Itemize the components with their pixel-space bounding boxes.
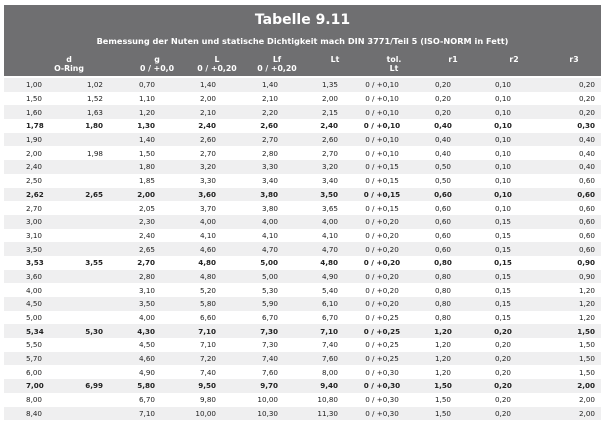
table-cell: 0,50: [415, 160, 471, 174]
table-cell: 0 / +0,15: [349, 201, 415, 215]
table-cell: 1,90: [4, 133, 64, 147]
table-cell: 1,50: [535, 365, 601, 379]
table-cell: 4,60: [109, 352, 166, 366]
table-cell: 0,10: [471, 119, 535, 133]
table-cell: 0 / +0,20: [349, 215, 415, 229]
table-cell: 1,20: [415, 324, 471, 338]
table-cell: 1,20: [535, 311, 601, 325]
table-cell: 1,50: [535, 352, 601, 366]
table-cell: 2,70: [166, 146, 229, 160]
table-cell: 3,50: [109, 297, 166, 311]
table-cell: 2,65: [109, 242, 166, 256]
table-cell: 0,10: [471, 92, 535, 106]
table-cell: 3,20: [166, 160, 229, 174]
table-cell: 0,20: [471, 407, 535, 421]
table-row: [4, 270, 601, 284]
table-cell: 0,20: [415, 92, 471, 106]
table-cell: 9,50: [166, 379, 229, 393]
table-cell: 0 / +0,10: [349, 105, 415, 119]
table-cell: 2,00: [535, 379, 601, 393]
table-row: [4, 160, 601, 174]
table-cell: 5,80: [166, 297, 229, 311]
table-cell: 0,30: [535, 119, 601, 133]
table-cell: 1,50: [535, 324, 601, 338]
table-cell: 3,80: [229, 188, 291, 202]
table-cell: 2,00: [4, 146, 64, 160]
table-cell: 3,50: [4, 242, 64, 256]
table-cell: 0,10: [471, 146, 535, 160]
table-cell: 7,10: [109, 407, 166, 421]
table-cell: 0,20: [415, 78, 471, 92]
table-cell: 1,20: [109, 105, 166, 119]
table-cell: 11,30: [291, 407, 349, 421]
column-header-lf-top: Lf: [272, 55, 282, 64]
table-cell: 3,30: [229, 160, 291, 174]
table-cell: 1,85: [109, 174, 166, 188]
table-cell: [64, 270, 109, 284]
table-cell: 3,80: [229, 201, 291, 215]
table-cell: 0,20: [471, 393, 535, 407]
table-cell: 0 / +0,25: [349, 324, 415, 338]
column-header-g-top: g: [154, 55, 160, 64]
table-cell: 0,10: [471, 188, 535, 202]
table-cell: 6,70: [229, 311, 291, 325]
table-row: [4, 174, 601, 188]
table-cell: 7,30: [229, 324, 291, 338]
table-cell: 8,40: [4, 407, 64, 421]
table-cell: [64, 160, 109, 174]
table-row: [4, 242, 601, 256]
table-cell: 3,53: [4, 256, 64, 270]
table-cell: 8,00: [4, 393, 64, 407]
table-cell: 0,60: [535, 215, 601, 229]
table-cell: 0,15: [471, 242, 535, 256]
table-cell: 2,00: [535, 393, 601, 407]
table-cell: 4,30: [109, 324, 166, 338]
table-cell: 7,60: [229, 365, 291, 379]
table-cell: [64, 215, 109, 229]
table-cell: 0,60: [535, 201, 601, 215]
table-row: [4, 201, 601, 215]
table-cell: 0 / +0,30: [349, 407, 415, 421]
table-cell: [64, 352, 109, 366]
table-cell: 7,10: [166, 324, 229, 338]
column-header-d: [34, 55, 104, 73]
table-row: [4, 338, 601, 352]
column-header-l-top: L: [214, 55, 220, 64]
table-cell: 4,90: [291, 270, 349, 284]
table-cell: 2,70: [229, 133, 291, 147]
table-cell: 2,20: [229, 105, 291, 119]
table-cell: 9,40: [291, 379, 349, 393]
column-header-d-bottom: O-Ring: [54, 64, 84, 73]
table-cell: 2,00: [109, 188, 166, 202]
table-cell: 3,40: [229, 174, 291, 188]
table-cell: 2,10: [229, 92, 291, 106]
table-cell: 0 / +0,10: [349, 78, 415, 92]
table-cell: 4,70: [229, 242, 291, 256]
table-cell: 0,20: [415, 105, 471, 119]
table-cell: 0,60: [415, 215, 471, 229]
table-cell: 0,60: [415, 188, 471, 202]
table-cell: 7,20: [166, 352, 229, 366]
table-cell: 2,70: [291, 146, 349, 160]
table-cell: 1,20: [415, 365, 471, 379]
table-cell: 1,40: [109, 133, 166, 147]
table-cell: 0,80: [415, 270, 471, 284]
table-cell: 1,63: [64, 105, 109, 119]
table-cell: 0,90: [535, 270, 601, 284]
table-cell: 0 / +0,25: [349, 311, 415, 325]
table-cell: 5,34: [4, 324, 64, 338]
table-cell: 5,20: [166, 283, 229, 297]
table-cell: 0,40: [415, 146, 471, 160]
table-row: [4, 256, 601, 270]
table-cell: [64, 133, 109, 147]
table-header: [4, 5, 601, 76]
table-cell: 10,00: [166, 407, 229, 421]
table-cell: 10,00: [229, 393, 291, 407]
column-header-g-bottom: 0 / +0,0: [139, 64, 175, 73]
table-row: [4, 105, 601, 119]
table-cell: 2,00: [166, 92, 229, 106]
table-cell: 6,99: [64, 379, 109, 393]
table-row: [4, 379, 601, 393]
table-row: [4, 146, 601, 160]
table-cell: 0,40: [535, 160, 601, 174]
table-cell: 7,30: [229, 338, 291, 352]
table-cell: 3,30: [166, 174, 229, 188]
table-cell: 0,15: [471, 311, 535, 325]
table-cell: 1,10: [109, 92, 166, 106]
table-cell: [64, 242, 109, 256]
table-cell: 1,60: [4, 105, 64, 119]
table-cell: 1,52: [64, 92, 109, 106]
table-cell: 0,10: [471, 105, 535, 119]
table-cell: 4,70: [291, 242, 349, 256]
table-cell: 0,70: [109, 78, 166, 92]
table-cell: 4,10: [229, 229, 291, 243]
table-cell: 10,80: [291, 393, 349, 407]
table-cell: 5,30: [64, 324, 109, 338]
table-cell: 6,70: [109, 393, 166, 407]
table-cell: 2,40: [166, 119, 229, 133]
table-cell: 1,78: [4, 119, 64, 133]
table-cell: 0 / +0,30: [349, 365, 415, 379]
table-cell: 1,80: [109, 160, 166, 174]
column-header-r3: [539, 55, 605, 64]
table-cell: 0,90: [535, 256, 601, 270]
table-cell: 10,30: [229, 407, 291, 421]
table-cell: 5,50: [4, 338, 64, 352]
table-cell: 3,10: [109, 283, 166, 297]
table-cell: 2,30: [109, 215, 166, 229]
table-cell: 2,40: [291, 119, 349, 133]
table-cell: 1,50: [109, 146, 166, 160]
table-cell: 3,60: [166, 188, 229, 202]
table-cell: [64, 311, 109, 325]
table-cell: [64, 407, 109, 421]
table-cell: [64, 229, 109, 243]
column-header-tol-top: tol.: [386, 55, 402, 64]
table-cell: 2,60: [166, 133, 229, 147]
table-cell: [64, 297, 109, 311]
table-cell: 4,50: [109, 338, 166, 352]
table-cell: 5,80: [109, 379, 166, 393]
table-cell: 4,80: [166, 270, 229, 284]
table-row: [4, 92, 601, 106]
table-cell: 4,10: [291, 229, 349, 243]
table-cell: 5,40: [291, 283, 349, 297]
table-cell: 0,20: [535, 78, 601, 92]
table-row: [4, 297, 601, 311]
table-cell: 5,90: [229, 297, 291, 311]
table-cell: 0 / +0,20: [349, 242, 415, 256]
table-cell: 0,60: [415, 201, 471, 215]
column-header-r1: [418, 55, 488, 64]
table-cell: 0,10: [471, 133, 535, 147]
table-cell: 0 / +0,15: [349, 160, 415, 174]
table-cell: 0,15: [471, 256, 535, 270]
table-cell: 0 / +0,10: [349, 133, 415, 147]
table-cell: 5,30: [229, 283, 291, 297]
table-cell: 0,20: [471, 365, 535, 379]
table-cell: 0,60: [535, 229, 601, 243]
table-cell: [64, 174, 109, 188]
table-cell: 4,60: [166, 242, 229, 256]
table-cell: 1,20: [415, 352, 471, 366]
table-cell: 2,80: [109, 270, 166, 284]
table-cell: 3,50: [291, 188, 349, 202]
table-cell: 6,00: [4, 365, 64, 379]
table-row: [4, 311, 601, 325]
table-cell: 4,80: [166, 256, 229, 270]
table-cell: 0,20: [471, 338, 535, 352]
table-cell: 0 / +0,20: [349, 256, 415, 270]
table-cell: 3,60: [4, 270, 64, 284]
table-cell: 0,80: [415, 311, 471, 325]
table-cell: 1,50: [415, 407, 471, 421]
table-row: [4, 78, 601, 92]
table-cell: 0,80: [415, 283, 471, 297]
table-body: [4, 78, 601, 420]
table-cell: 2,60: [291, 133, 349, 147]
column-header-d-top: d: [66, 55, 72, 64]
table-cell: 0,60: [535, 242, 601, 256]
table-cell: 3,40: [291, 174, 349, 188]
table-cell: 1,35: [291, 78, 349, 92]
table-cell: 1,50: [415, 393, 471, 407]
table-cell: [64, 393, 109, 407]
table-cell: 2,62: [4, 188, 64, 202]
table-subtitle: Bemessung der Nuten und statische Dichtigkeit mach DIN 3771/Teil 5 (ISO-NORM in Fett): [96, 36, 509, 46]
table-cell: 0 / +0,20: [349, 297, 415, 311]
table-cell: 0,20: [535, 105, 601, 119]
table-cell: 1,50: [4, 92, 64, 106]
table-cell: 0 / +0,10: [349, 146, 415, 160]
table-cell: 0,50: [415, 174, 471, 188]
table-cell: 7,10: [166, 338, 229, 352]
table-cell: 1,30: [109, 119, 166, 133]
table-cell: 0,10: [471, 78, 535, 92]
table-cell: 2,65: [64, 188, 109, 202]
table-cell: 0 / +0,15: [349, 188, 415, 202]
table-cell: 0 / +0,25: [349, 338, 415, 352]
table-cell: 6,60: [166, 311, 229, 325]
table-cell: 0,60: [415, 242, 471, 256]
table-cell: 1,20: [535, 297, 601, 311]
table-cell: 3,55: [64, 256, 109, 270]
table-cell: 7,40: [166, 365, 229, 379]
table-cell: 1,02: [64, 78, 109, 92]
column-header-r1-top: r1: [448, 55, 458, 64]
table-cell: 1,20: [535, 283, 601, 297]
table-cell: 4,10: [166, 229, 229, 243]
table-cell: 9,80: [166, 393, 229, 407]
table-cell: 0 / +0,15: [349, 174, 415, 188]
table-cell: 0,20: [471, 379, 535, 393]
table-cell: 0,80: [415, 297, 471, 311]
table-cell: 0 / +0,10: [349, 92, 415, 106]
table-cell: 0,40: [535, 133, 601, 147]
table-cell: 2,15: [291, 105, 349, 119]
table-cell: 0,10: [471, 160, 535, 174]
table-cell: 0 / +0,25: [349, 352, 415, 366]
table-cell: 1,50: [415, 379, 471, 393]
table-cell: 2,50: [4, 174, 64, 188]
table-cell: 3,65: [291, 201, 349, 215]
table-cell: 1,40: [229, 78, 291, 92]
table-cell: 3,00: [4, 215, 64, 229]
table-cell: 2,60: [229, 119, 291, 133]
table-cell: 6,10: [291, 297, 349, 311]
table-cell: [64, 201, 109, 215]
table-cell: 8,00: [291, 365, 349, 379]
table-cell: 1,40: [166, 78, 229, 92]
table-cell: 1,00: [4, 78, 64, 92]
table-cell: [64, 338, 109, 352]
table-cell: 0,10: [471, 201, 535, 215]
table-cell: 1,80: [64, 119, 109, 133]
table-cell: 1,50: [535, 338, 601, 352]
table-cell: 0 / +0,20: [349, 229, 415, 243]
table-cell: 0 / +0,30: [349, 393, 415, 407]
table-cell: 5,00: [229, 256, 291, 270]
table-cell: 2,00: [535, 407, 601, 421]
column-header-l-bottom: 0 / +0,20: [197, 64, 237, 73]
table-title: Tabelle 9.11: [254, 12, 351, 28]
table-row: [4, 133, 601, 147]
table-cell: 0,20: [471, 324, 535, 338]
table-cell: 0,40: [415, 133, 471, 147]
table-cell: 2,40: [109, 229, 166, 243]
table-cell: 0,15: [471, 283, 535, 297]
table-cell: 0,60: [535, 188, 601, 202]
table-row: [4, 352, 601, 366]
table-row: [4, 407, 601, 421]
table-cell: 7,40: [229, 352, 291, 366]
column-header-r2-top: r2: [509, 55, 519, 64]
table-cell: 9,70: [229, 379, 291, 393]
table-cell: 5,70: [4, 352, 64, 366]
table-cell: 6,70: [291, 311, 349, 325]
table-cell: 4,50: [4, 297, 64, 311]
data-table: [4, 78, 601, 420]
table-cell: 4,00: [4, 283, 64, 297]
table-row: [4, 393, 601, 407]
table-cell: 2,70: [109, 256, 166, 270]
column-header-lf-bottom: 0 / +0,20: [257, 64, 297, 73]
table-row: [4, 365, 601, 379]
table-cell: 0,15: [471, 297, 535, 311]
table-cell: 0,60: [415, 229, 471, 243]
table-cell: 7,10: [291, 324, 349, 338]
column-header-lt-top: Lt: [330, 55, 340, 64]
table-cell: 2,40: [4, 160, 64, 174]
table-cell: 1,20: [415, 338, 471, 352]
table-cell: 3,20: [291, 160, 349, 174]
table-cell: 0 / +0,20: [349, 283, 415, 297]
table-cell: 0,15: [471, 215, 535, 229]
table-cell: 2,70: [4, 201, 64, 215]
column-header-r3-top: r3: [569, 55, 579, 64]
table-row: [4, 119, 601, 133]
table-cell: 5,00: [229, 270, 291, 284]
table-cell: [64, 283, 109, 297]
table-cell: 0,80: [415, 256, 471, 270]
table-cell: [64, 365, 109, 379]
table-cell: 3,70: [166, 201, 229, 215]
column-header-tol-bottom: Lt: [389, 64, 399, 73]
table-cell: 4,00: [229, 215, 291, 229]
table-cell: 7,40: [291, 338, 349, 352]
table-row: [4, 324, 601, 338]
table-cell: 0,20: [535, 92, 601, 106]
table-cell: 2,10: [166, 105, 229, 119]
table-row: [4, 215, 601, 229]
table-cell: 0,20: [471, 352, 535, 366]
table-cell: 0,15: [471, 270, 535, 284]
table-row: [4, 229, 601, 243]
table-cell: 5,00: [4, 311, 64, 325]
table-cell: 7,60: [291, 352, 349, 366]
table-cell: 0,15: [471, 229, 535, 243]
table-cell: 4,80: [291, 256, 349, 270]
table-cell: 0 / +0,20: [349, 270, 415, 284]
table-cell: 0,40: [535, 146, 601, 160]
table-cell: 0 / +0,30: [349, 379, 415, 393]
table-cell: 2,00: [291, 92, 349, 106]
table-cell: 0,10: [471, 174, 535, 188]
table-cell: 4,00: [166, 215, 229, 229]
table-cell: 0,60: [535, 174, 601, 188]
table-cell: 4,00: [291, 215, 349, 229]
table-cell: 2,80: [229, 146, 291, 160]
table-cell: 7,00: [4, 379, 64, 393]
table-cell: 4,00: [109, 311, 166, 325]
table-row: [4, 283, 601, 297]
table-cell: 0,40: [415, 119, 471, 133]
table-cell: 4,90: [109, 365, 166, 379]
table-row: [4, 188, 601, 202]
table-cell: 1,98: [64, 146, 109, 160]
table-cell: 0 / +0,10: [349, 119, 415, 133]
table-cell: 2,05: [109, 201, 166, 215]
table-cell: 3,10: [4, 229, 64, 243]
